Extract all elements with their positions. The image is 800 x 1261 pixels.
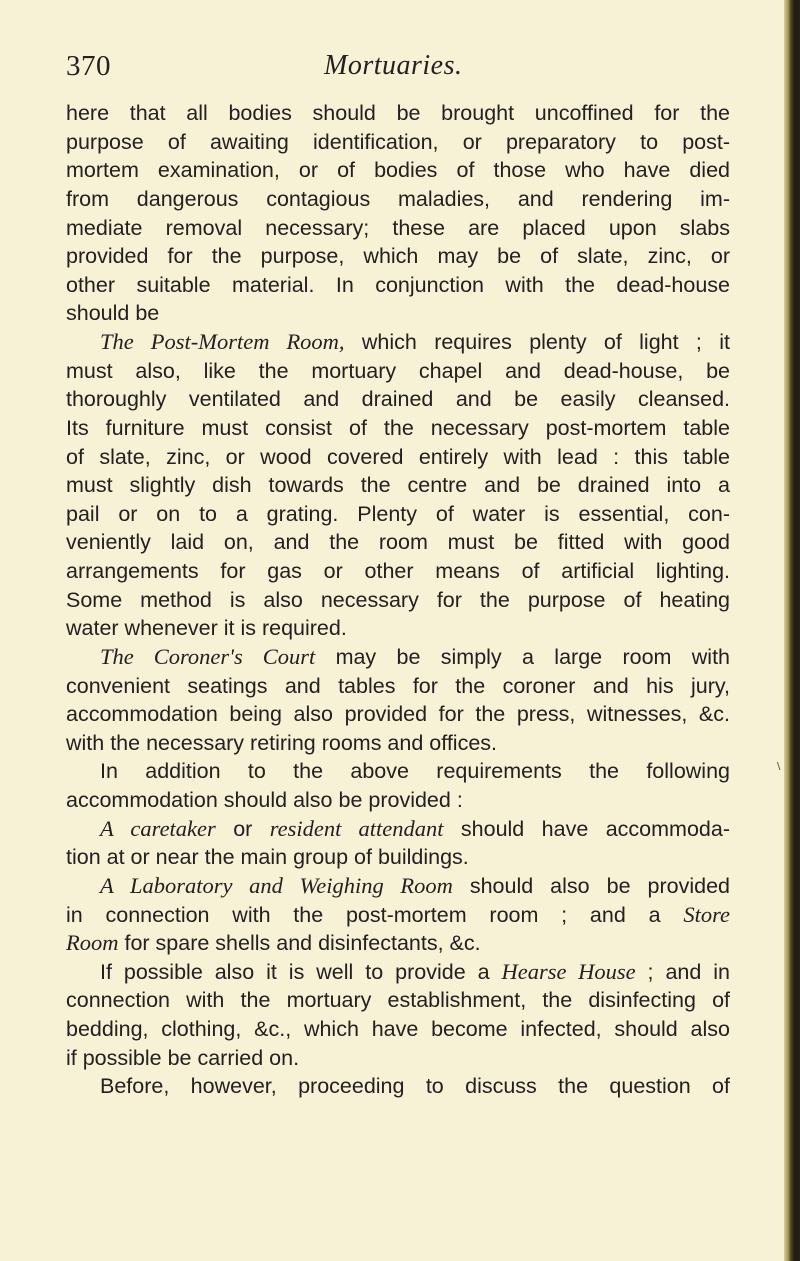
text-run: water whenever it is required. xyxy=(66,616,347,641)
text-run: accommodation being also provided for the press, witnesses, &c. xyxy=(66,702,730,727)
text-line xyxy=(66,443,730,472)
section-heading-laboratory: A Laboratory and Weighing Room xyxy=(100,872,453,898)
text-run: connection with the mortuary establishment, the disinfecting of xyxy=(66,988,730,1013)
text-run: from dangerous contagious maladies, and rendering im- xyxy=(66,186,730,211)
text-run: for spare shells and disinfectants, &c. xyxy=(118,931,481,956)
text-run: purpose of awaiting identification, or preparatory to post- xyxy=(66,129,730,154)
text-run: Some method is also necessary for the purpose of heating xyxy=(66,587,730,612)
section-heading-resident-attendant: resident attendant xyxy=(269,815,444,841)
text-run: convenient seatings and tables for the coroner and his jury, xyxy=(66,673,730,698)
section-heading-caretaker: A caretaker xyxy=(100,815,216,841)
text-line xyxy=(66,414,730,443)
text-line xyxy=(66,242,730,271)
text-run: pail or on to a grating. Plenty of water is essential, con- xyxy=(66,501,730,526)
text-line xyxy=(66,500,730,529)
text-line xyxy=(66,128,730,157)
text-run: in connection with the post-mortem room ; and a xyxy=(66,902,684,927)
text-run: provided for the purpose, which may be of slate, zinc, or xyxy=(66,244,730,269)
text-line xyxy=(66,1015,730,1044)
text-run: Before, however, proceeding to discuss the question of xyxy=(100,1074,730,1099)
page-number: 370 xyxy=(66,50,111,82)
text-line xyxy=(66,729,730,758)
text-run: If possible also it is well to provide a xyxy=(100,959,502,984)
text-run: other suitable material. In conjunction with the dead-house xyxy=(66,272,730,297)
page-header xyxy=(66,46,730,86)
text-run: here that all bodies should be brought uncoffined for the xyxy=(66,101,730,125)
page-edge-shadow xyxy=(784,0,800,1261)
section-heading-coroners-court: The Coroner's Court xyxy=(100,643,316,669)
text-line xyxy=(66,1072,730,1101)
text-line xyxy=(66,528,730,557)
text-line xyxy=(66,271,730,300)
text-line xyxy=(66,986,730,1015)
text-line xyxy=(66,958,730,987)
text-run: arrangements for gas or other means of artificial lighting. xyxy=(66,559,730,583)
text-run: accommodation should also be provided : xyxy=(66,788,463,812)
text-line xyxy=(66,557,730,586)
text-run: if possible be carried on. xyxy=(66,1045,300,1070)
text-run: should be xyxy=(66,301,160,326)
text-line xyxy=(66,1044,730,1073)
margin-mark: \ xyxy=(777,761,781,772)
text-run: Its furniture must consist of the necessary post-mortem table xyxy=(66,415,730,440)
text-run: should also be provided xyxy=(452,873,730,898)
text-run: with the necessary retiring rooms and offices. xyxy=(66,730,497,755)
section-heading-hearse-house: Hearse House xyxy=(501,958,636,984)
text-run: bedding, clothing, &c., which have become infected, should also xyxy=(66,1017,730,1041)
text-line xyxy=(66,185,730,214)
text-run: must slightly dish towards the centre and be drained into a xyxy=(66,473,730,498)
text-line xyxy=(66,156,730,185)
text-line xyxy=(66,929,730,958)
text-line xyxy=(66,471,730,500)
text-run: or xyxy=(215,816,270,841)
section-heading-room: Room xyxy=(66,930,119,956)
text-run: should have accommoda- xyxy=(443,816,730,841)
text-run: tion at or near the main group of buildings. xyxy=(66,845,469,870)
text-run: must also, like the mortuary chapel and dead-house, be xyxy=(66,358,730,383)
text-run: may be simply a large room with xyxy=(315,644,730,669)
text-run: mediate removal necessary; these are placed upon slabs xyxy=(66,215,730,240)
text-run: mortem examination, or of bodies of those who have died xyxy=(66,158,730,183)
running-head: Mortuaries. xyxy=(324,50,463,81)
text-line xyxy=(66,672,730,701)
text-line xyxy=(66,700,730,729)
text-line xyxy=(66,757,730,786)
text-run: ; and in xyxy=(635,959,730,984)
text-line xyxy=(66,99,730,128)
text-run: which requires plenty of light ; it xyxy=(344,330,730,354)
section-heading-store: Store xyxy=(683,901,730,927)
text-line xyxy=(66,643,730,672)
text-line xyxy=(66,872,730,901)
text-line xyxy=(66,786,730,815)
text-line xyxy=(66,843,730,872)
text-run: veniently laid on, and the room must be fitted with good xyxy=(66,530,730,555)
text-line xyxy=(66,299,730,328)
body-text xyxy=(66,99,730,1101)
section-heading-post-mortem-room: The Post-Mortem Room, xyxy=(100,329,345,354)
text-run: In addition to the above requirements the following xyxy=(100,759,730,784)
text-run: thoroughly ventilated and drained and be easily cleansed. xyxy=(66,387,730,412)
text-line xyxy=(66,815,730,844)
text-line xyxy=(66,357,730,386)
text-line xyxy=(66,214,730,243)
text-line xyxy=(66,328,730,357)
text-line xyxy=(66,901,730,930)
text-line xyxy=(66,385,730,414)
text-line xyxy=(66,586,730,615)
text-run: of slate, zinc, or wood covered entirely with lead : this table xyxy=(66,444,730,469)
text-line xyxy=(66,614,730,643)
